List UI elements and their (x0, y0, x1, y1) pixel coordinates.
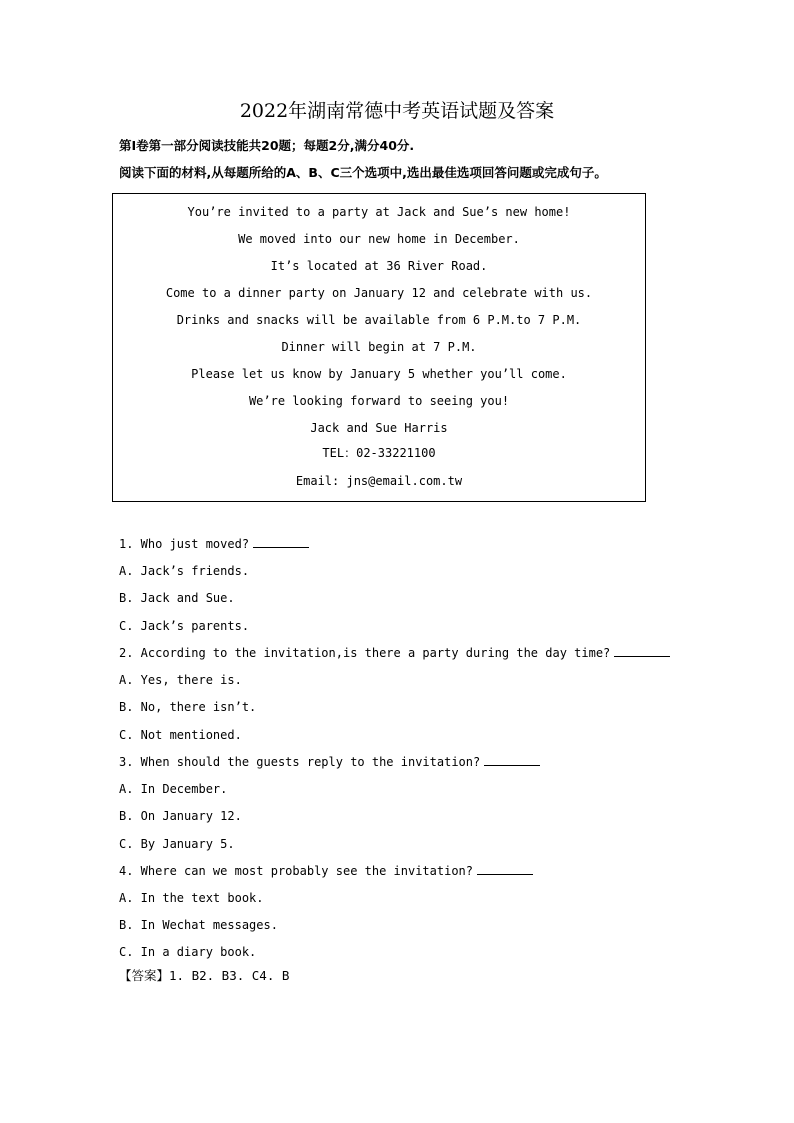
section-heading: 第Ⅰ卷第一部分阅读技能共20题；每题2分,满分40分. (119, 138, 415, 153)
question-stem: 3. When should the guests reply to the invitation? (119, 755, 481, 769)
invitation-line: Drinks and snacks will be available from 6 P.M.to 7 P.M. (176, 313, 582, 327)
option-3b: B. On January 12. (119, 809, 242, 823)
invitation-line: We’re looking forward to seeing you! (248, 394, 510, 408)
invitation-line: Please let us know by January 5 whether you’ll come. (191, 367, 567, 381)
invitation-phone: TEL：02-33221100 (322, 446, 436, 460)
option-1b: B. Jack and Sue. (119, 591, 235, 605)
question-stem: 2. According to the invitation,is there a party during the day time? (119, 646, 611, 660)
invitation-box (112, 193, 646, 502)
option-4c: C. In a diary book. (119, 945, 257, 959)
option-4a: A. In the text book. (119, 891, 264, 905)
answer-blank (477, 863, 533, 875)
invitation-signature: Jack and Sue Harris (310, 421, 448, 435)
option-3a: A. In December. (119, 782, 228, 796)
question-3 (119, 754, 540, 770)
answer-blank (253, 536, 309, 548)
answer-blank (484, 754, 540, 766)
invitation-line: You’re invited to a party at Jack and Sue’s new home! (187, 205, 571, 219)
invitation-line: It’s located at 36 River Road. (270, 259, 488, 273)
reading-directions: 阅读下面的材料,从每题所给的A、B、C三个选项中,选出最佳选项回答问题或完成句子。 (119, 165, 607, 180)
question-1 (119, 536, 309, 552)
document-title: 2022年湖南常德中考英语试题及答案 (239, 100, 555, 122)
invitation-line: Come to a dinner party on January 12 and celebrate with us. (165, 286, 593, 300)
option-3c: C. By January 5. (119, 837, 235, 851)
question-4 (119, 863, 533, 879)
option-2a: A. Yes, there is. (119, 673, 242, 687)
invitation-email: Email: jns@email.com.tw (295, 474, 463, 488)
option-4b: B. In Wechat messages. (119, 918, 278, 932)
invitation-line: We moved into our new home in December. (238, 232, 520, 246)
question-stem: 4. Where can we most probably see the invitation? (119, 864, 474, 878)
question-stem: 1. Who just moved? (119, 537, 250, 551)
invitation-line: Dinner will begin at 7 P.M. (281, 340, 477, 354)
option-2b: B. No, there isn’t. (119, 700, 257, 714)
answer-key: 【答案】1. B2. B3. C4. B (119, 968, 290, 983)
option-1c: C. Jack’s parents. (119, 619, 250, 633)
option-2c: C. Not mentioned. (119, 728, 242, 742)
option-1a: A. Jack’s friends. (119, 564, 250, 578)
question-2 (119, 645, 670, 661)
answer-blank (614, 645, 670, 657)
